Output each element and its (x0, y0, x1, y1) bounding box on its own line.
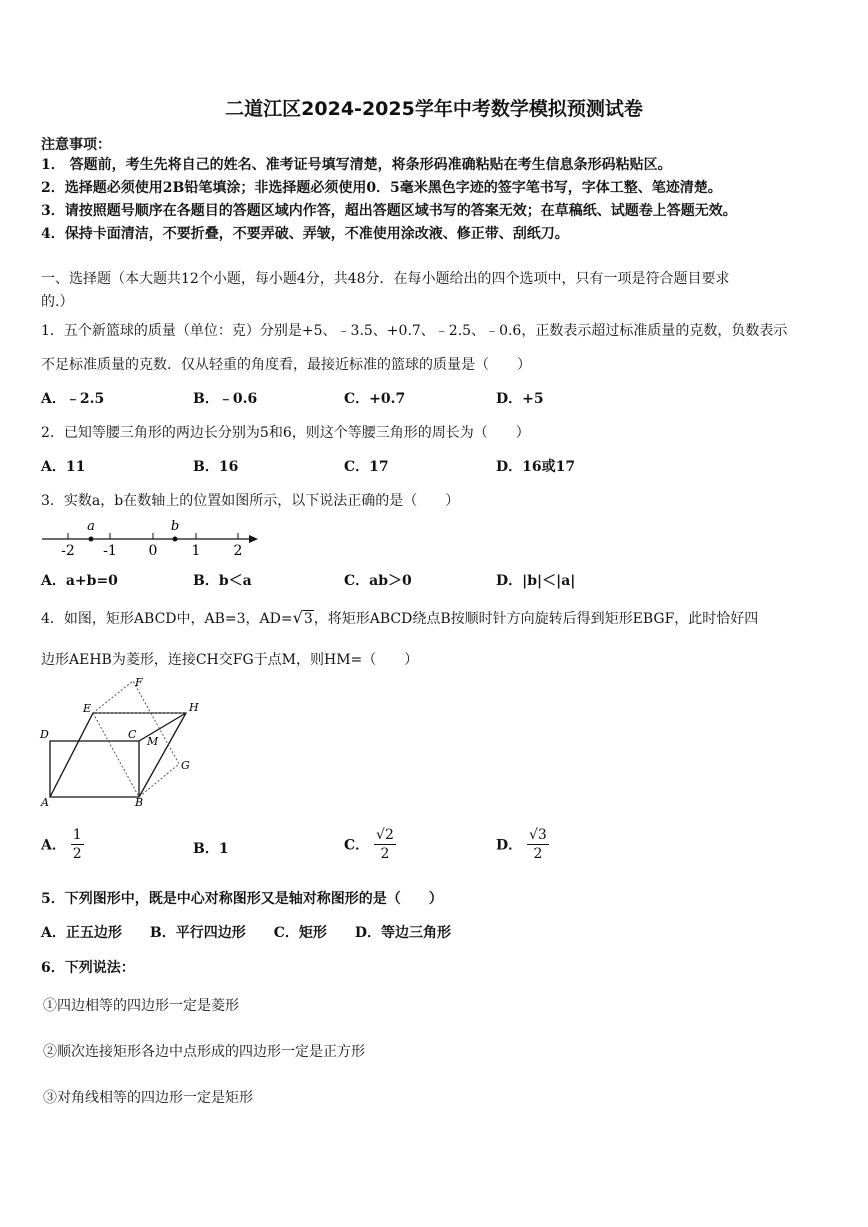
q4-option-a-label: A． (41, 837, 66, 854)
fraction (374, 826, 396, 863)
number-line-tick-label: 1 (191, 543, 201, 559)
q3-option-d: D．|b|＜|a| (496, 573, 576, 589)
q6-stem: 6．下列说法： (41, 960, 135, 976)
q2-option-a: A．11 (41, 459, 86, 475)
page-title: 二道江区2024-2025学年中考数学模拟预测试卷 (225, 98, 643, 120)
rectangle-rotation-figure (36, 672, 206, 812)
sqrt-argument: 3 (303, 611, 313, 627)
number-line-tick-label: -2 (61, 543, 75, 559)
point-b-label: b (170, 519, 180, 534)
q2-stem: 2．已知等腰三角形的两边长分别为5和6，则这个等腰三角形的周长为（ ） (41, 425, 530, 441)
q5-stem: 5．下列图形中，既是中心对称图形又是轴对称图形的是（ ） (41, 891, 443, 907)
q1-option-a: A．﹣2.5 (41, 391, 105, 407)
q4-option-b-label: B． (193, 841, 219, 857)
label-h: H (189, 701, 199, 714)
q6-item: ③对角线相等的四边形一定是矩形 (43, 1090, 253, 1106)
q4-stem-post: ，将矩形ABCD绕点B按顺时针方向旋转后得到矩形EBGF，此时恰好四 (313, 611, 759, 627)
q1-stem: 1．五个新篮球的质量（单位：克）分别是+5、﹣3.5、+0.7、﹣2.5、﹣0.6，正数表示超过标准质量的克数，负数表示 (41, 323, 788, 339)
q1-option-c: C．+0.7 (344, 391, 406, 407)
number-line-arrow-icon (249, 535, 258, 543)
label-f: F (135, 676, 143, 689)
q4-option-c (344, 826, 396, 863)
label-m: M (147, 735, 159, 748)
number-line-tick-label: -1 (103, 543, 117, 559)
section-heading-cont: 的.） (41, 294, 74, 310)
q4-option-d-label: D． (496, 837, 523, 854)
q6-item: ②顺次连接矩形各边中点形成的四边形一定是正方形 (43, 1044, 365, 1060)
rect-abcd (50, 741, 139, 797)
fraction-numerator: √2 (376, 827, 394, 843)
label-e: E (83, 702, 92, 715)
q4-stem-pre: 4．如图，矩形ABCD中，AB=3，AD= (41, 611, 293, 627)
q1-option-d: D．+5 (496, 391, 544, 407)
q3-option-a: A．a+b=0 (41, 573, 118, 589)
notice-item: 1． 答题前，考生先将自己的姓名、准考证号填写清楚，将条形码准确粘贴在考生信息条形码粘贴区。 (41, 157, 672, 173)
fraction (71, 826, 84, 863)
q4-option-b-value: 1 (218, 841, 229, 857)
label-c: C (128, 728, 137, 741)
q4-option-b (193, 838, 229, 858)
fraction-denominator: 2 (533, 846, 543, 862)
q4-option-a (41, 826, 84, 863)
fraction-numerator: √3 (529, 827, 547, 843)
q4-stem (41, 608, 758, 628)
point-a (89, 537, 94, 542)
q5-options: A．正五边形 B．平行四边形 C．矩形 D．等边三角形 (41, 925, 451, 941)
section-heading: 一、选择题（本大题共12个小题，每小题4分，共48分．在每小题给出的四个选项中，只有一项是符合题目要求 (41, 271, 730, 287)
notice-heading: 注意事项： (41, 137, 111, 153)
q3-option-b: B．b＜a (193, 573, 252, 589)
number-line-tick-label: 0 (148, 543, 158, 559)
q2-option-c: C．17 (344, 459, 389, 475)
label-g: G (181, 759, 190, 772)
fraction-numerator: 1 (72, 827, 82, 843)
q4-option-d (496, 826, 549, 863)
label-a: A (41, 796, 49, 809)
q1-option-b: B．﹣0.6 (193, 391, 258, 407)
q3-option-c: C．ab＞0 (344, 573, 412, 589)
number-line-tick-label: 2 (233, 543, 243, 559)
q4-stem-cont: 边形AEHB为菱形，连接CH交FG于点M，则HM=（ ） (41, 652, 419, 668)
sqrt-expression: √3 (292, 608, 313, 627)
q6-item: ①四边相等的四边形一定是菱形 (43, 998, 239, 1014)
fraction-denominator: 2 (72, 846, 82, 862)
point-b (173, 537, 178, 542)
fraction (527, 826, 549, 863)
notice-item: 2．选择题必须使用2B铅笔填涂；非选择题必须使用0．5毫米黑色字迹的签字笔书写，字体工整、笔迹清楚。 (41, 180, 722, 196)
notice-item: 3．请按照题号顺序在各题目的答题区域内作答，超出答题区域书写的答案无效；在草稿纸、试题卷上答题无效。 (41, 203, 737, 219)
q2-option-b: B．16 (193, 459, 239, 475)
q4-option-c-label: C． (344, 837, 370, 854)
label-b: B (135, 796, 144, 809)
number-line (38, 516, 262, 560)
notice-item: 4．保持卡面清洁，不要折叠，不要弄破、弄皱，不准使用涂改液、修正带、刮纸刀。 (41, 226, 569, 242)
label-d: D (40, 728, 49, 741)
fraction-denominator: 2 (380, 846, 390, 862)
q2-option-d: D．16或17 (496, 459, 576, 475)
q3-stem: 3．实数a，b在数轴上的位置如图所示，以下说法正确的是（ ） (41, 493, 460, 509)
point-a-label: a (87, 519, 95, 534)
q1-stem-cont: 不足标准质量的克数．仅从轻重的角度看，最接近标准的篮球的质量是（ ） (41, 357, 531, 373)
